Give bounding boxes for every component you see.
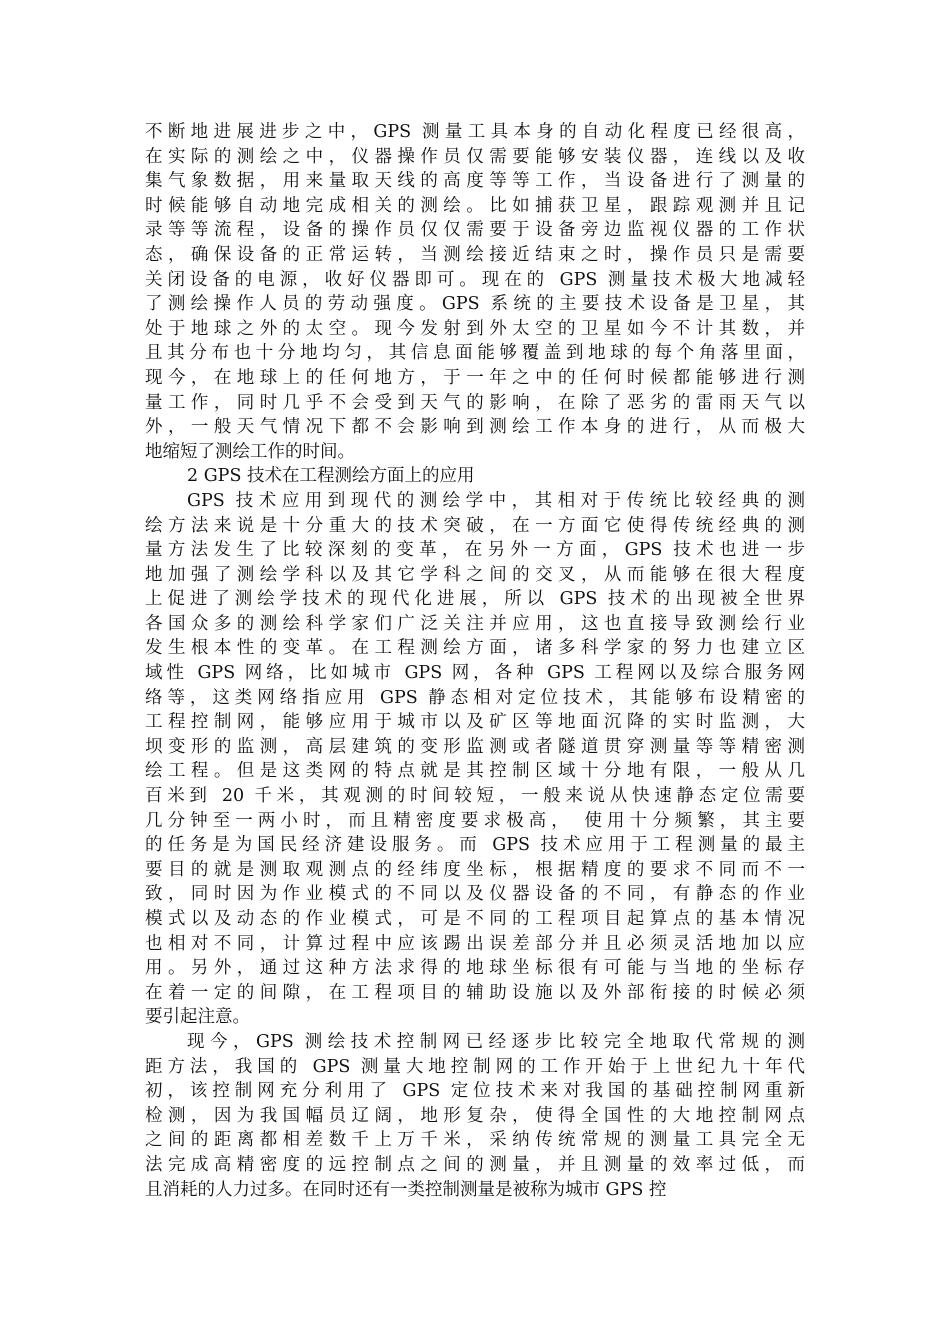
text-line: 量方法发生了比较深刻的变革，在另外一方面，GPS 技术也进一步 (145, 540, 805, 561)
text-line: 2 GPS 技术在工程测绘方面上的应用 (187, 466, 475, 487)
text-line: 工程控制网，能够应用于城市以及矿区等地面沉降的实时监测，大 (145, 712, 805, 733)
document-page (145, 120, 805, 1202)
text-line: 现今，在地球上的任何地方，于一年之中的任何时候都能够进行测 (145, 367, 805, 388)
text-line: 地缩短了测绘工作的时间。 (145, 441, 355, 462)
text-line: 外，一般天气情况下都不会影响到测绘工作本身的进行，从而极大 (145, 417, 805, 438)
text-line: 要引起注意。 (145, 1007, 250, 1028)
section-heading (145, 464, 805, 489)
text-line: 绘方法来说是十分重大的技术突破，在一方面它使得传统经典的测 (145, 515, 805, 536)
text-line: 初，该控制网充分利用了 GPS 定位技术来对我国的基础控制网重新 (145, 1081, 805, 1102)
text-line: 了测绘操作人员的劳动强度。GPS 系统的主要技术设备是卫星，其 (145, 294, 805, 315)
text-line: 百米到 20 千米，其观测的时间较短，一般来说从快速静态定位需要 (145, 786, 805, 807)
text-line: 也相对不同，计算过程中应该踢出误差部分并且必须灵活地加以应 (145, 933, 805, 954)
text-line: 各国众多的测绘科学家们广泛关注并应用，这也直接导致测绘行业 (145, 613, 805, 634)
text-line: 几分钟至一两小时，而且精密度要求极高， 使用十分频繁，其主要 (145, 810, 805, 831)
text-line: 域性 GPS 网络，比如城市 GPS 网，各种 GPS 工程网以及综合服务网 (145, 663, 805, 684)
text-line: 不断地进展进步之中，GPS 测量工具本身的自动化程度已经很高， (145, 122, 805, 142)
text-line: 络等，这类网络指应用 GPS 静态相对定位技术，其能够布设精密的 (145, 687, 805, 708)
text-line: 在实际的测绘之中，仪器操作员仅需要能够安装仪器，连线以及收 (145, 146, 805, 167)
text-line: 时候能够自动地完成相关的测绘。比如捕获卫星，跟踪观测并且记 (145, 195, 805, 216)
text-line: 要目的就是测取观测点的经纬度坐标，根据精度的要求不同而不一 (145, 859, 805, 880)
text-line: 态，确保设备的正常运转，当测绘接近结束之时，操作员只是需要 (145, 244, 805, 265)
text-line: 上促进了测绘学技术的现代化进展，所以 GPS 技术的出现被全世界 (145, 589, 805, 610)
text-line: 距方法，我国的 GPS 测量大地控制网的工作开始于上世纪九十年代 (145, 1056, 805, 1077)
text-line: 的任务是为国民经济建设服务。而 GPS 技术应用于工程测量的最主 (145, 835, 805, 856)
text-line: 集气象数据，用来量取天线的高度等等工作，当设备进行了测量的 (145, 171, 805, 192)
text-line: 模式以及动态的作业模式，可是不同的工程项目起算点的基本情况 (145, 909, 805, 929)
text-line: 量工作，同时几乎不会受到天气的影响，在除了恶劣的雷雨天气以 (145, 392, 805, 413)
text-line: 现今，GPS 测绘技术控制网已经逐步比较完全地取代常规的测 (187, 1031, 805, 1052)
text-line: 用。另外，通过这种方法求得的地球坐标很有可能与当地的坐标存 (145, 958, 805, 979)
text-line: 法完成高精密度的远控制点之间的测量，并且测量的效率过低，而 (145, 1154, 805, 1175)
text-line: GPS 技术应用到现代的测绘学中，其相对于传统比较经典的测 (187, 490, 805, 511)
text-line: 致，同时因为作业模式的不同以及仪器设备的不同，有静态的作业 (145, 884, 805, 905)
text-line: 地加强了测绘学科以及其它学科之间的交叉，从而能够在很大程度 (145, 564, 805, 585)
text-line: 关闭设备的电源，收好仪器即可。现在的 GPS 测量技术极大地减轻 (145, 269, 805, 290)
paragraph-gps-control-network (145, 1030, 805, 1202)
text-line: 坝变形的监测，高层建筑的变形监测或者隧道贯穿测量等等精密测 (145, 736, 805, 757)
paragraph-gps-engineering (145, 489, 805, 1030)
text-line: 之间的距离都相差数千上万千米，采纳传统常规的测量工具完全无 (145, 1130, 805, 1151)
text-line: 且消耗的人力过多。在同时还有一类控制测量是被称为城市 GPS 控 (145, 1179, 667, 1200)
text-line: 处于地球之外的太空。现今发射到外太空的卫星如今不计其数，并 (145, 318, 805, 339)
text-line: 绘工程。但是这类网的特点就是其控制区域十分地有限，一般从几 (145, 761, 805, 782)
paragraph-gps-automation (145, 120, 805, 464)
text-line: 且其分布也十分地均匀，其信息面能够覆盖到地球的每个角落里面， (145, 343, 805, 364)
text-line: 在着一定的间隙，在工程项目的辅助设施以及外部衔接的时候必须 (145, 982, 805, 1003)
text-line: 录等等流程，设备的操作员仅仅需要于设备旁边监视仪器的工作状 (145, 220, 805, 241)
text-line: 发生根本性的变革。在工程测绘方面，诸多科学家的努力也建立区 (145, 638, 805, 659)
text-line: 检测，因为我国幅员辽阔，地形复杂，使得全国性的大地控制网点 (145, 1105, 805, 1126)
